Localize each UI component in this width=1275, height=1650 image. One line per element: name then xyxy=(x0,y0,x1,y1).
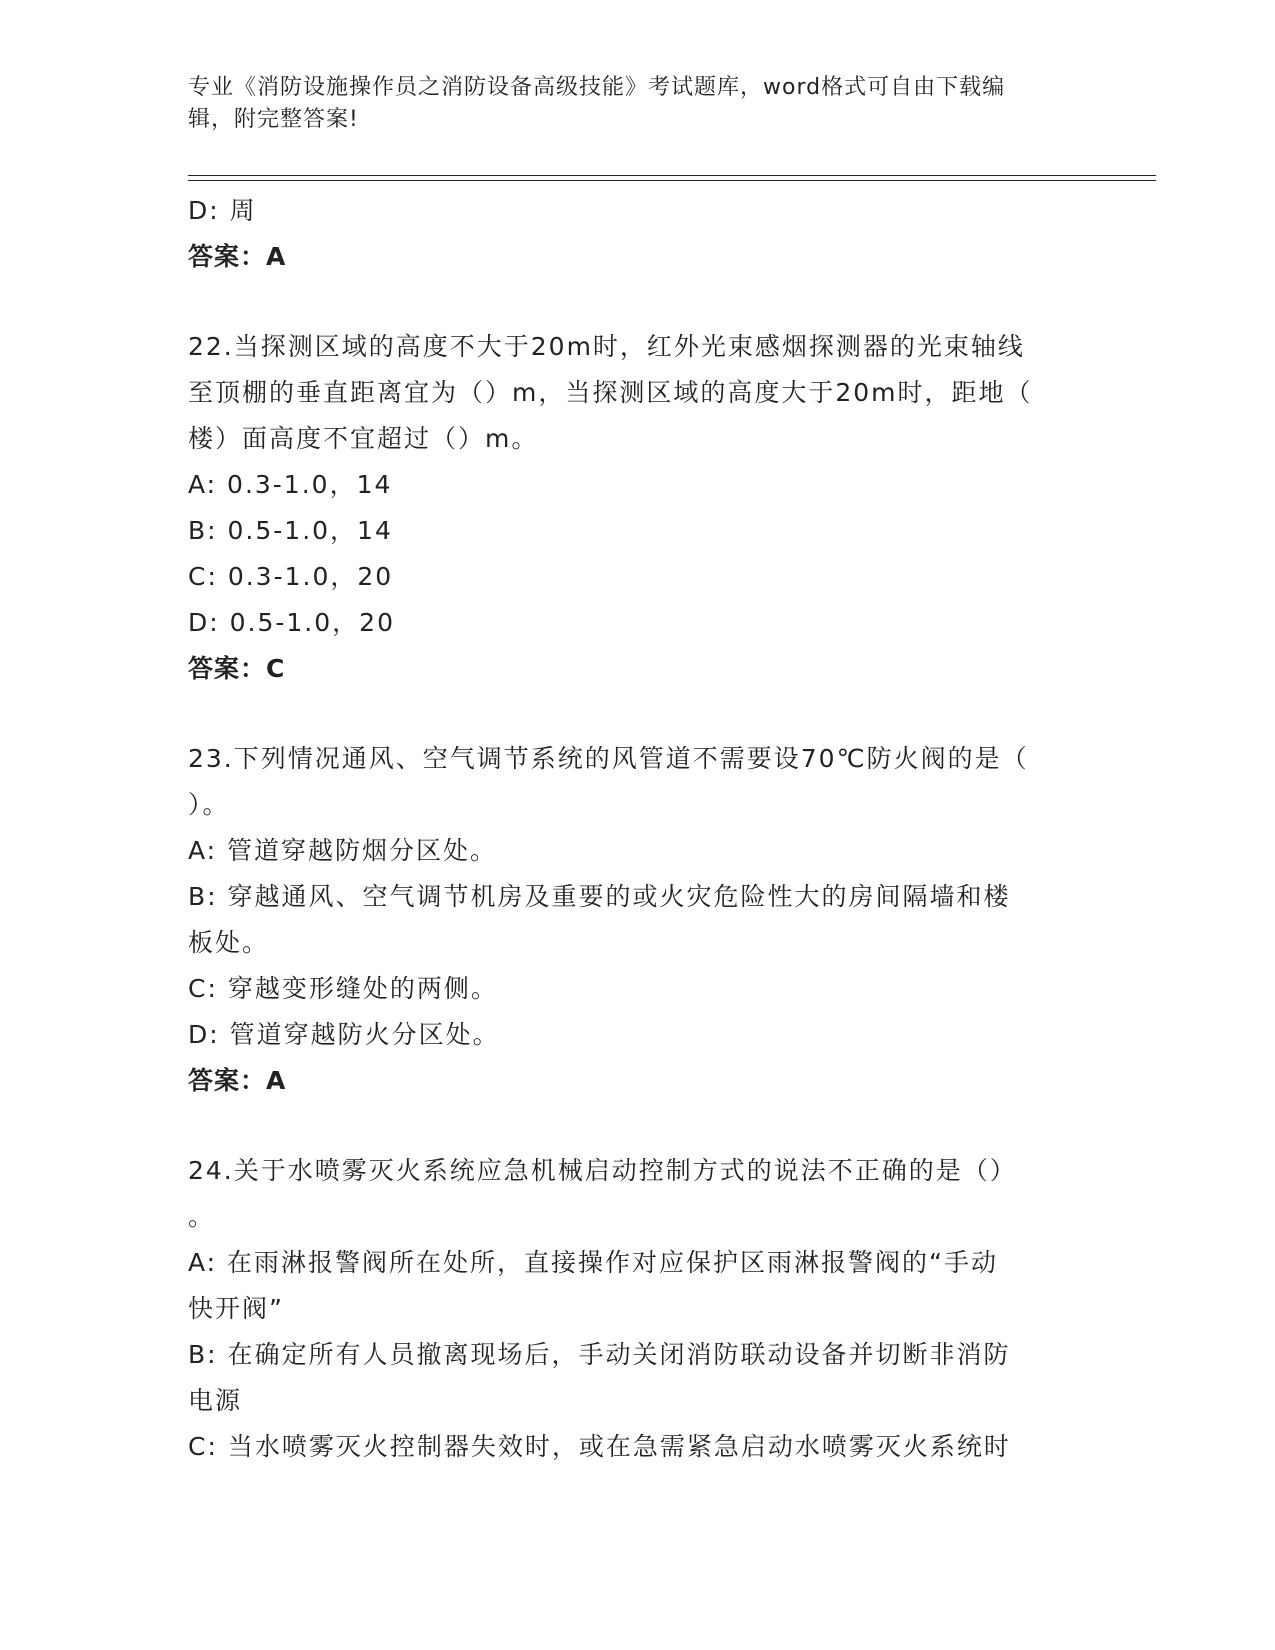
question-24-stem-line: 。 xyxy=(188,1202,216,1231)
question-22-stem xyxy=(188,324,1078,462)
question-22-stem-line: 22.当探测区域的高度不大于20m时，红外光束感烟探测器的光束轴线 xyxy=(188,332,1025,361)
document-body xyxy=(188,188,1078,1470)
question-24-stem xyxy=(188,1148,1078,1240)
question-23-stem-line: ）。 xyxy=(188,790,230,819)
question-22-option-b: B: 0.5-1.0，14 xyxy=(188,516,393,545)
question-23-option-b-cont: 板处。 xyxy=(188,928,270,957)
question-23-answer: 答案：A xyxy=(188,1066,287,1095)
question-24-option-a: A: 在雨淋报警阀所在处所，直接操作对应保护区雨淋报警阀的“手动 xyxy=(188,1248,998,1277)
question-23-option-d: D: 管道穿越防火分区处。 xyxy=(188,1020,500,1049)
question-24-option-c: C: 当水喷雾灭火控制器失效时，或在急需紧急启动水喷雾灭火系统时 xyxy=(188,1432,1011,1461)
question-24-option-a-cont: 快开阀” xyxy=(188,1294,284,1323)
prev-answer: 答案：A xyxy=(188,242,287,271)
page-header xyxy=(188,72,1068,136)
question-22-option-a: A: 0.3-1.0，14 xyxy=(188,470,393,499)
question-23-option-a: A: 管道穿越防烟分区处。 xyxy=(188,836,498,865)
question-22-stem-line: 至顶棚的垂直距离宜为（）m，当探测区域的高度大于20m时，距地（ xyxy=(188,378,1033,407)
header-divider-bottom xyxy=(188,180,1156,181)
question-22-answer: 答案：C xyxy=(188,654,286,683)
question-24-option-b: B: 在确定所有人员撤离现场后，手动关闭消防联动设备并切断非消防 xyxy=(188,1340,1011,1369)
header-line-2: 辑，附完整答案! xyxy=(188,107,359,132)
question-23-option-b: B: 穿越通风、空气调节机房及重要的或火灾危险性大的房间隔墙和楼 xyxy=(188,882,1011,911)
prev-option-d: D: 周 xyxy=(188,196,257,225)
question-23-stem-line: 23.下列情况通风、空气调节系统的风管道不需要设70℃防火阀的是（ xyxy=(188,744,1029,773)
question-23-option-c: C: 穿越变形缝处的两侧。 xyxy=(188,974,498,1003)
question-22-option-d: D: 0.5-1.0，20 xyxy=(188,608,395,637)
header-line-1: 专业《消防设施操作员之消防设备高级技能》考试题库，word格式可自由下载编 xyxy=(188,75,1006,100)
question-23 xyxy=(188,736,1078,1104)
question-24-stem-line: 24.关于水喷雾灭火系统应急机械启动控制方式的说法不正确的是（） xyxy=(188,1156,1017,1185)
question-23-stem xyxy=(188,736,1078,828)
header-divider-top xyxy=(188,175,1156,176)
question-22 xyxy=(188,324,1078,692)
question-22-stem-line: 楼）面高度不宜超过（）m。 xyxy=(188,424,539,453)
question-24 xyxy=(188,1148,1078,1470)
question-22-option-c: C: 0.3-1.0，20 xyxy=(188,562,394,591)
question-24-option-b-cont: 电源 xyxy=(188,1386,243,1415)
